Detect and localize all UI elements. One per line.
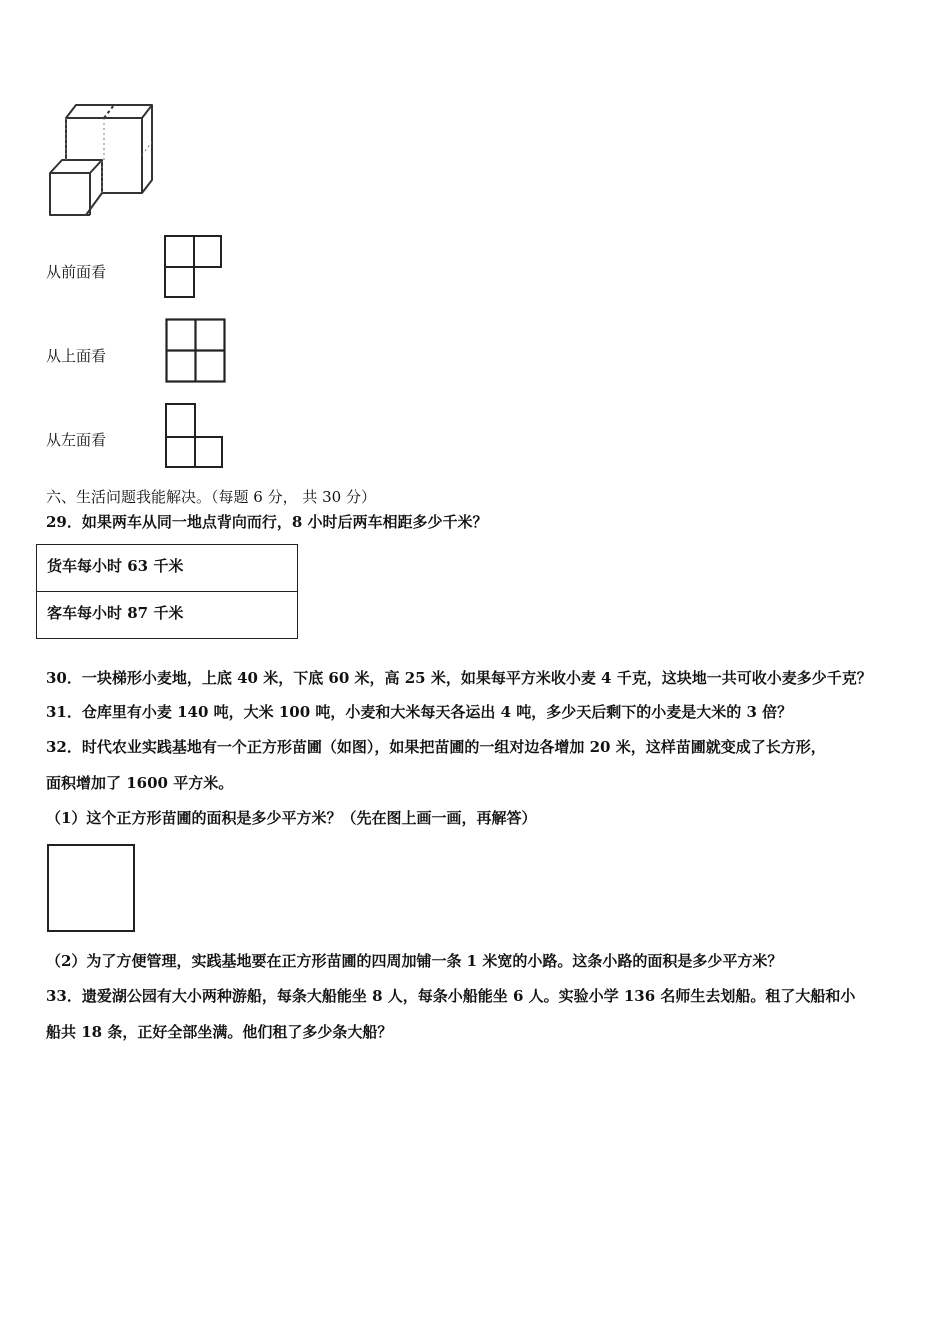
question-32-line2: 面积增加了 1600 平方米。 [46, 774, 234, 792]
question-33-line2: 船共 18 条，正好全部坐满。他们租了多少条大船？ [46, 1023, 393, 1041]
question-32-line1: 32．时代农业实践基地有一个正方形苗圃（如图），如果把苗圃的一组对边各增加 20 米，这样苗圃就变成了长方形， [46, 738, 826, 756]
table-row [37, 592, 298, 639]
square-nursery-diagram [47, 844, 137, 934]
question-31: 31．仓库里有小麦 140 吨，大米 100 吨，小麦和大米每天各运出 4 吨，多少天后剩下的小麦是大米的 3 倍？ [46, 703, 793, 721]
section-six-heading: 六、生活问题我能解决。（每题 6 分， 共 30 分） [46, 488, 376, 506]
question-30: 30．一块梯形小麦地，上底 40 米，下底 60 米，高 25 米，如果每平方米收小麦 4 千克，这块地一共可收小麦多少千克？ [46, 669, 872, 687]
view-label-front: 从前面看 [46, 263, 107, 281]
truck-speed: 货车每小时 63 千米 [47, 557, 184, 575]
top-view-diagram [165, 318, 227, 384]
cube-figure [44, 100, 159, 218]
question-32-sub1: （1）这个正方形苗圃的面积是多少平方米？（先在图上画一画，再解答） [46, 809, 537, 827]
table-row [37, 545, 298, 592]
view-label-left: 从左面看 [46, 431, 107, 449]
q29-speed-table [36, 544, 298, 639]
question-33-line1: 33．遗爱湖公园有大小两种游船，每条大船能坐 8 人，每条小船能坐 6 人。实验小学 136 名师生去划船。租了大船和小 [46, 987, 856, 1005]
view-label-top: 从上面看 [46, 347, 107, 365]
question-32-sub2: （2）为了方便管理，实践基地要在正方形苗圃的四周加铺一条 1 米宽的小路。这条小路的面积是多少平方米？ [46, 952, 783, 970]
front-view-diagram [164, 235, 224, 299]
left-view-diagram [165, 403, 225, 469]
question-29: 29．如果两车从同一地点背向而行，8 小时后两车相距多少千米？ [46, 513, 488, 531]
bus-speed: 客车每小时 87 千米 [47, 604, 184, 622]
